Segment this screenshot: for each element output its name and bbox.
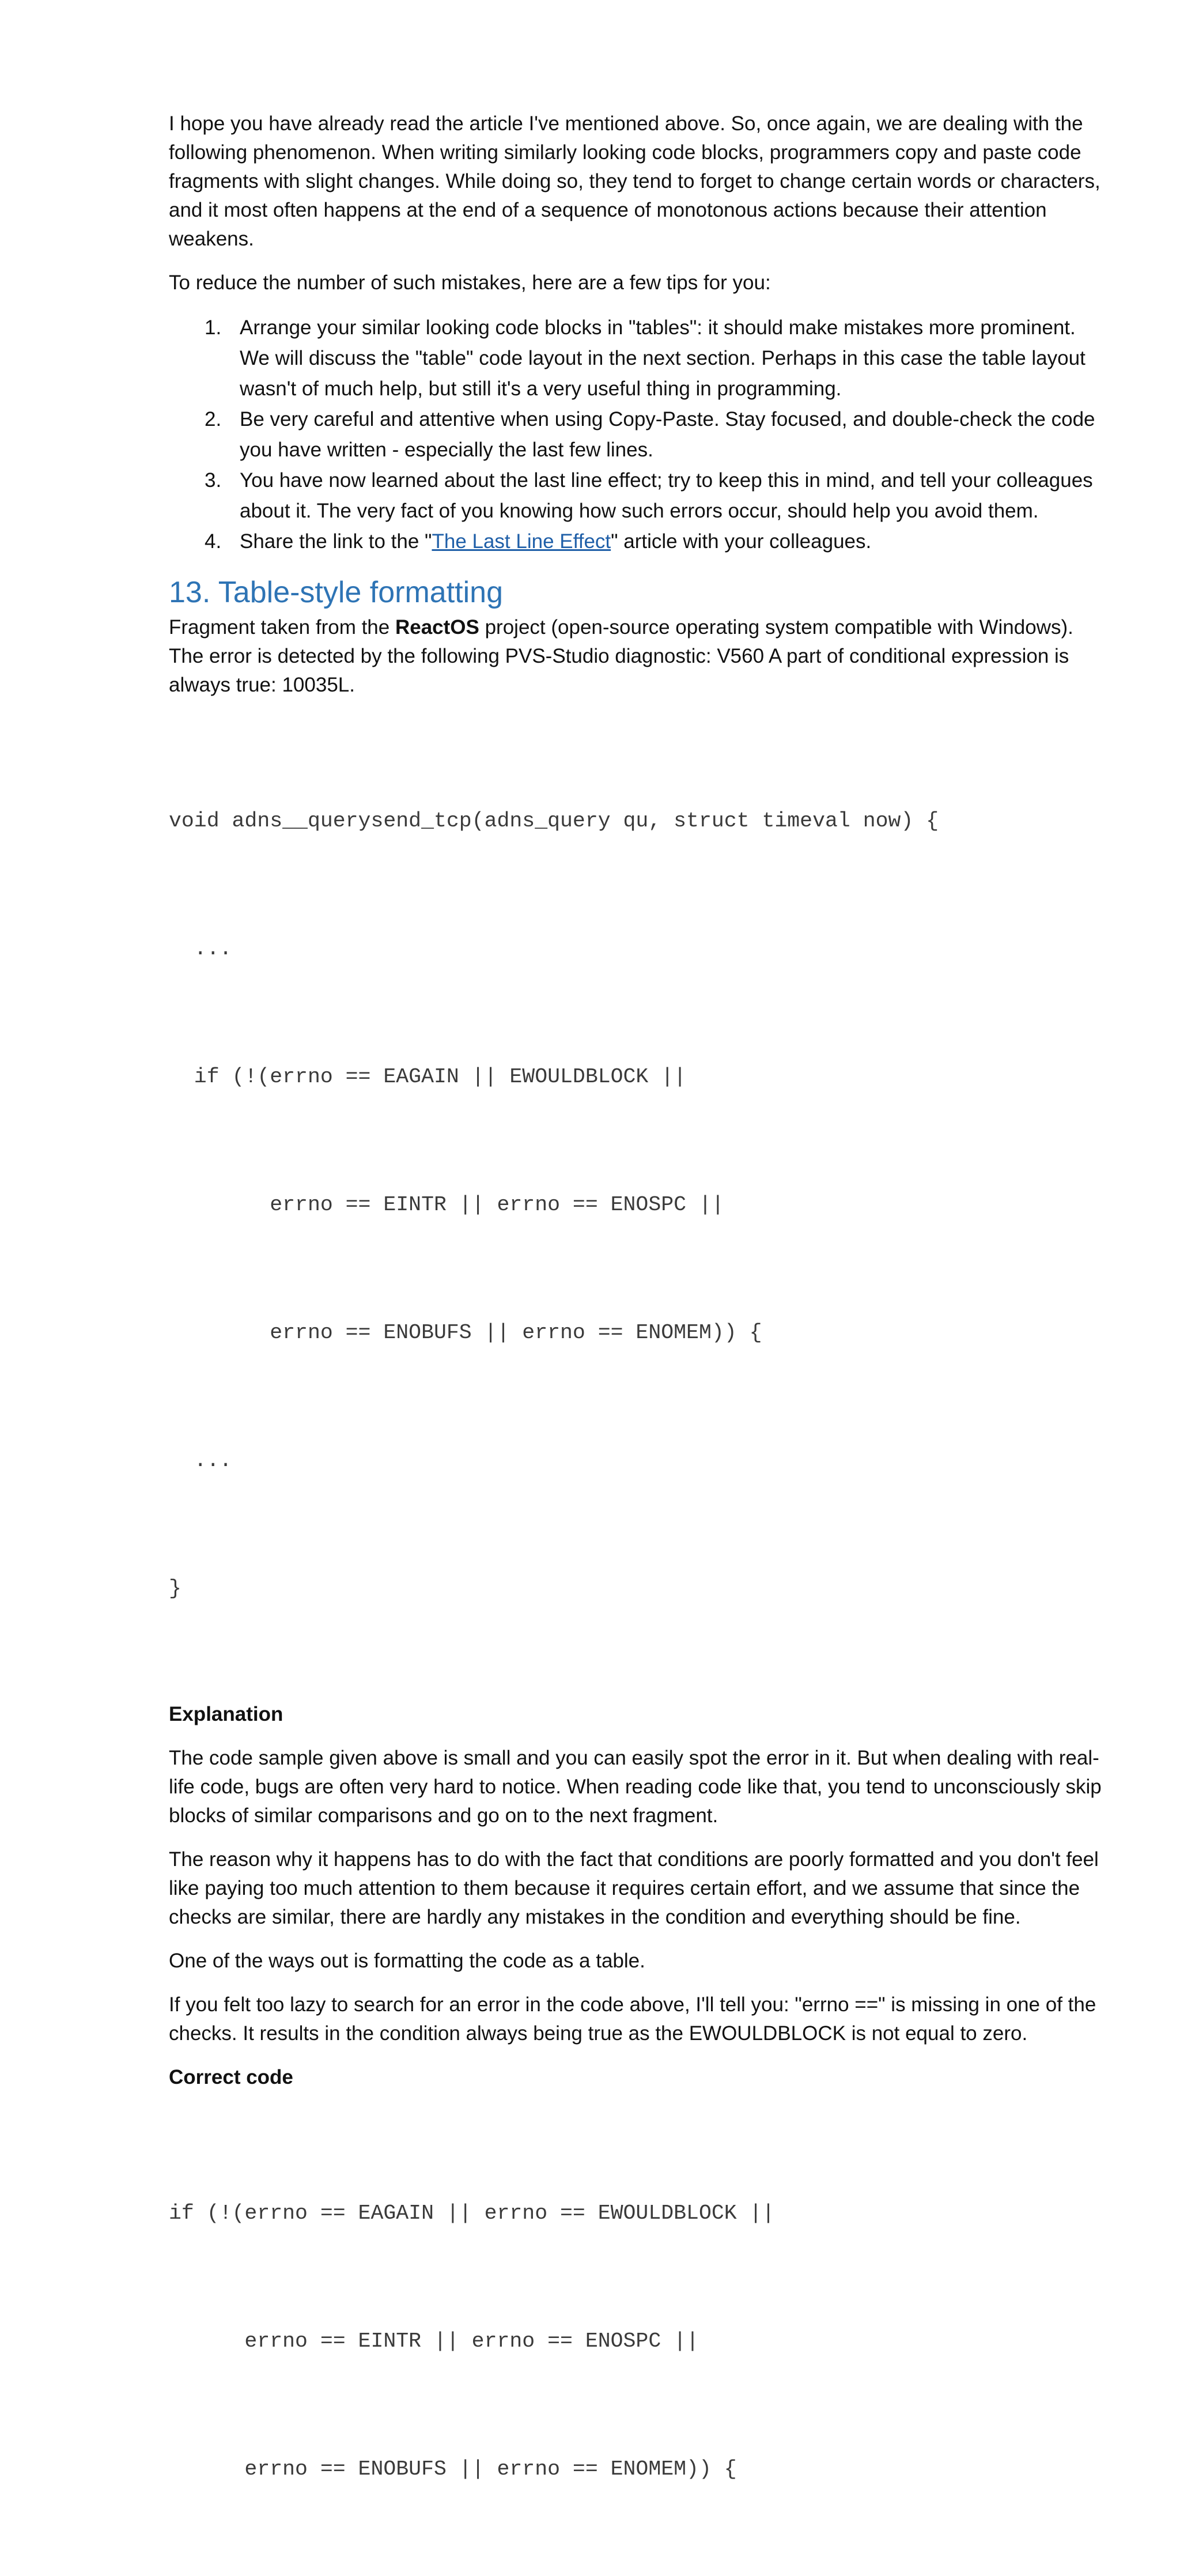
project-name: ReactOS xyxy=(395,616,479,639)
section-heading: 13. Table-style formatting xyxy=(169,576,503,609)
code-line: void adns__querysend_tcp(adns_query qu, struct timeval now) { xyxy=(169,809,939,833)
list-item xyxy=(169,465,1102,526)
code-sample-erroneous xyxy=(169,715,1102,1695)
list-item-number: 1. xyxy=(205,316,222,339)
explanation-heading: Explanation xyxy=(169,1703,283,1725)
list-item-text-before: Share the link to the " xyxy=(240,530,432,553)
code-line: errno == EINTR || errno == ENOSPC || xyxy=(169,2329,699,2353)
code-line: } xyxy=(169,1577,181,1600)
list-item xyxy=(169,312,1102,404)
list-item-number: 4. xyxy=(205,530,222,553)
code-line: errno == EINTR || errno == ENOSPC || xyxy=(169,1193,724,1217)
list-item-text: Be very careful and attentive when using Copy-Paste. Stay focused, and double-check the code you have written - especially the last few lines. xyxy=(240,408,1095,461)
last-line-effect-link[interactable]: The Last Line Effect xyxy=(432,530,611,553)
code-line: if (!(errno == EAGAIN || errno == EWOULDBLOCK || xyxy=(169,2201,775,2225)
code-sample-correct xyxy=(169,2107,1102,2576)
code-line: ... xyxy=(169,937,232,961)
explanation-paragraph: One of the ways out is formatting the code as a table. xyxy=(169,1950,645,1972)
list-item-number: 3. xyxy=(205,469,222,492)
explanation-paragraph: The reason why it happens has to do with the fact that conditions are poorly formatted and you don't feel like paying too much attention to them because it requires certain effort, and we assume that since the checks are similar, there are hardly any mistakes in the condition and everything should be fine. xyxy=(169,1848,1099,1928)
code-line: ... xyxy=(169,1449,232,1472)
code-line: if (!(errno == EAGAIN || EWOULDBLOCK || xyxy=(169,1065,687,1089)
code-line: errno == ENOBUFS || errno == ENOMEM)) { xyxy=(169,2457,737,2481)
list-item-text: Arrange your similar looking code blocks in "tables": it should make mistakes more prominent. We will discuss the "table" code layout in the next section. Perhaps in this case the table layout wasn't of much help, but still it's a very useful thing in programming. xyxy=(240,316,1086,400)
tips-intro-paragraph: To reduce the number of such mistakes, here are a few tips for you: xyxy=(169,271,771,294)
fragment-text-after: project (open-source operating system compatible with Windows). The error is detected by the following PVS-Studio diagnostic: V560 A part of conditional expression is always true: 10035L. xyxy=(169,616,1073,696)
list-item-text: You have now learned about the last line effect; try to keep this in mind, and tell your colleagues about it. The very fact of you knowing how such errors occur, should help you avoid them. xyxy=(240,469,1093,522)
document-page xyxy=(169,109,1102,2576)
fragment-paragraph xyxy=(169,613,1102,700)
tips-list xyxy=(169,312,1102,557)
code-line: errno == ENOBUFS || errno == ENOMEM)) { xyxy=(169,1321,762,1344)
correct-code-heading: Correct code xyxy=(169,2066,293,2088)
list-item xyxy=(169,404,1102,465)
explanation-paragraph: If you felt too lazy to search for an error in the code above, I'll tell you: "errno ==" is missing in one of the checks. It results in the condition always being true as the EWOULDBLOCK is not equal to zero. xyxy=(169,1993,1096,2045)
fragment-text-before: Fragment taken from the xyxy=(169,616,395,639)
list-item-text-after: " article with your colleagues. xyxy=(611,530,872,553)
list-item-number: 2. xyxy=(205,408,222,430)
list-item xyxy=(169,526,1102,557)
intro-paragraph: I hope you have already read the article I've mentioned above. So, once again, we are dealing with the following phenomenon. When writing similarly looking code blocks, programmers copy and paste code fragments with slight changes. While doing so, they tend to forget to change certain words or characters, and it most often happens at the end of a sequence of monotonous actions because their attention weakens. xyxy=(169,112,1100,250)
explanation-paragraph: The code sample given above is small and you can easily spot the error in it. But when dealing with real-life code, bugs are often very hard to notice. When reading code like that, you tend to unconsciously skip blocks of similar comparisons and go on to the next fragment. xyxy=(169,1747,1102,1827)
